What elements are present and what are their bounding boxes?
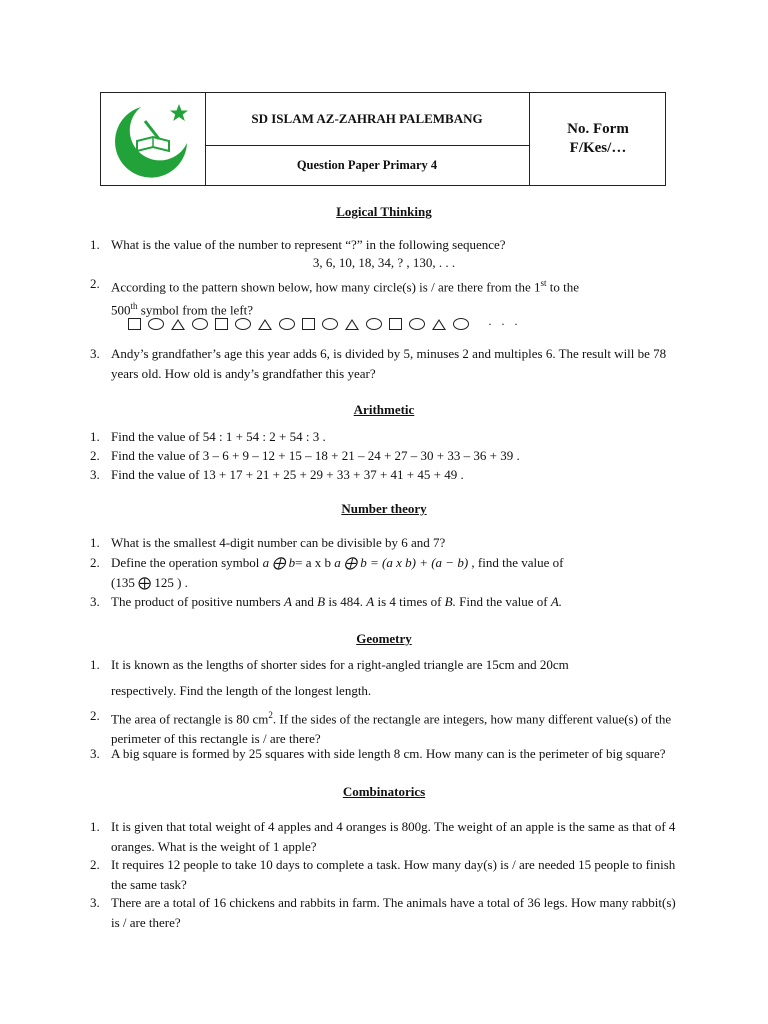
form-code: F/Kes/…: [569, 140, 627, 156]
title-cell: [205, 93, 529, 185]
form-label: No. Form: [567, 121, 629, 137]
circle-icon: [409, 318, 425, 330]
logo-cell: [101, 93, 206, 185]
list-item: 1. It is known as the lengths of shorter sides for a right-angled triangle are 15cm and 20cm respectively. Find the length of the longest length.: [90, 657, 569, 698]
list-item: 1. Find the value of 54 : 1 + 54 : 2 + 54 : 3 .: [90, 429, 326, 444]
list-item: 1. What is the value of the number to represent “?” in the following sequence?: [90, 237, 506, 252]
section-heading-combinatorics: Combinatorics: [342, 784, 426, 799]
circle-icon: [322, 318, 338, 330]
circle-icon: [148, 318, 164, 330]
circle-icon: [279, 318, 295, 330]
list-item: 2. According to the pattern shown below, how many circle(s) is / are there from the 1st to the 500th symbol from the left?: [90, 276, 579, 318]
pattern-continuation: · · ·: [488, 316, 521, 331]
sequence-line: 3, 6, 10, 18, 34, ? , 130, . . .: [312, 255, 456, 270]
school-name: SD ISLAM AZ-ZAHRAH PALEMBANG: [205, 93, 529, 146]
header-table: [100, 92, 666, 186]
section-heading-geometry: Geometry: [356, 631, 412, 646]
list-item: 1. It is given that total weight of 4 apples and 4 oranges is 800g. The weight of an apple is the same as that of 4 oranges. What is the weight of 1 apple?: [90, 819, 676, 854]
list-item: 3. There are a total of 16 chickens and rabbits in farm. The animals have a total of 36 legs. How many rabbit(s) is / are there?: [90, 895, 676, 930]
square-icon: [215, 318, 228, 330]
school-logo-icon: [101, 93, 205, 185]
list-item: 2. The area of rectangle is 80 $cm^2$. If the sides of the rectangle are integers, how many different value(s) of the perimeter of this rectangle is / are there?: [90, 708, 672, 746]
circle-icon: [235, 318, 251, 330]
circle-icon: [366, 318, 382, 330]
triangle-icon: [345, 319, 359, 330]
list-item: 1. What is the smallest 4-digit number can be divisible by 6 and 7?: [90, 535, 446, 550]
triangle-icon: [171, 319, 185, 330]
circle-icon: [453, 318, 469, 330]
square-icon: [389, 318, 402, 330]
section-heading-logical-thinking: Logical Thinking: [336, 204, 432, 219]
list-item: 2. Define the operation symbol a ⨁ b= a x b a ⨁ b = (a x b) + (a − b) , find the value of (135 ⨁ 125 ) .: [90, 555, 564, 590]
list-item: 3. Find the value of 13 + 17 + 21 + 25 + 29 + 33 + 37 + 41 + 45 + 49 .: [90, 467, 464, 482]
square-icon: [128, 318, 141, 330]
square-icon: [302, 318, 315, 330]
section-heading-number-theory: Number theory: [341, 501, 427, 516]
section-heading-arithmetic: Arithmetic: [353, 402, 415, 417]
list-item: 3. A big square is formed by 25 squares with side length 8 cm. How many can is the perimeter of big square?: [90, 746, 666, 761]
symbol-pattern: [128, 316, 521, 332]
list-item: 2. Find the value of 3 – 6 + 9 – 12 + 15 – 18 + 21 – 24 + 27 – 30 + 33 – 36 + 39 .: [90, 448, 520, 463]
form-number-cell: [529, 93, 666, 185]
triangle-icon: [258, 319, 272, 330]
list-item: 2. It requires 12 people to take 10 days to complete a task. How many day(s) is / are needed 15 people to finish the same task?: [90, 857, 676, 892]
list-item: 3. Andy’s grandfather’s age this year adds 6, is divided by 5, minuses 2 and multiples 6. The result will be 78 years old. How old is andy’s grandfather this year?: [90, 346, 667, 381]
list-item: 3. The product of positive numbers A and B is 484. A is 4 times of B. Find the value of A.: [90, 594, 563, 609]
triangle-icon: [432, 319, 446, 330]
paper-title: Question Paper Primary 4: [296, 158, 438, 172]
circle-icon: [192, 318, 208, 330]
